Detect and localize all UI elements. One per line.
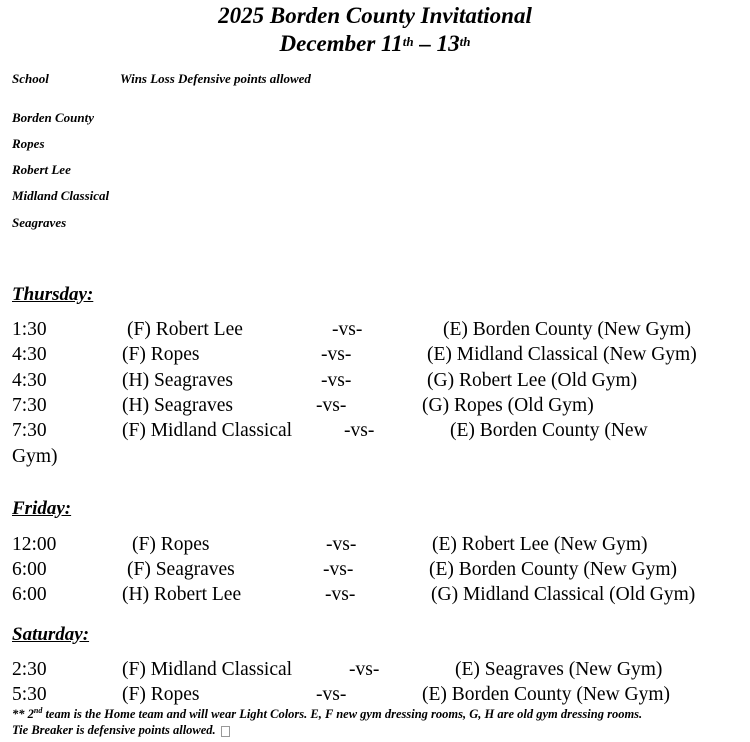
home-team: (F) Midland Classical: [122, 659, 293, 680]
footnote-tiebreaker: [12, 723, 230, 738]
footnote-stars: ** 2: [12, 707, 34, 721]
game-row: [0, 317, 750, 342]
page-title: 2025 Borden County Invitational: [218, 3, 532, 28]
home-team: (H) Seagraves: [122, 370, 233, 391]
checkbox-glyph-icon: [221, 726, 230, 737]
home-team: (F) Ropes: [122, 684, 200, 705]
footnote-sup: nd: [33, 706, 43, 715]
school-name: Ropes: [12, 136, 45, 151]
game-time: 4:30: [12, 370, 47, 391]
vs-label: -vs-: [332, 319, 363, 340]
footnote-tiebreaker-text: Tie Breaker is defensive points allowed.: [12, 723, 216, 737]
game-time: 2:30: [12, 659, 47, 680]
date-range: [0, 30, 750, 58]
vs-label: -vs-: [321, 370, 352, 391]
footnote-text: team is the Home team and will wear Light Colors. E, F new gym dressing rooms, G, H are old gym dressing rooms.: [42, 707, 643, 721]
away-team: (G) Midland Classical (Old Gym): [431, 584, 696, 605]
day-heading-thursday: Thursday:: [12, 284, 94, 305]
vs-label: -vs-: [321, 344, 352, 365]
game-row: [0, 393, 750, 418]
date-start-suffix: th: [402, 34, 414, 49]
vs-label: -vs-: [316, 684, 347, 705]
away-team: (G) Robert Lee (Old Gym): [427, 370, 638, 391]
school-name: Midland Classical: [12, 188, 110, 203]
away-team: (E) Midland Classical (New Gym): [427, 344, 697, 365]
game-row-wrap: [0, 444, 750, 469]
vs-label: -vs-: [344, 420, 375, 441]
home-team: (F) Ropes: [122, 344, 200, 365]
date-end-suffix: th: [459, 34, 471, 49]
game-time: 4:30: [12, 344, 47, 365]
game-row: [0, 657, 750, 682]
game-row: [0, 582, 750, 607]
home-team: (F) Seagraves: [127, 559, 235, 580]
home-team: (F) Robert Lee: [127, 319, 243, 340]
stats-header: Wins Loss Defensive points allowed: [120, 71, 311, 86]
away-team-wrap: Gym): [12, 446, 58, 467]
game-row: [0, 682, 750, 707]
vs-label: -vs-: [326, 534, 357, 555]
game-row: [0, 557, 750, 582]
away-team: (E) Borden County (New Gym): [429, 559, 678, 580]
school-name: Robert Lee: [12, 162, 71, 177]
away-team: (E) Borden County (New: [450, 420, 648, 441]
vs-label: -vs-: [323, 559, 354, 580]
game-row: [0, 368, 750, 393]
away-team: (E) Borden County (New Gym): [422, 684, 671, 705]
away-team: (E) Borden County (New Gym): [443, 319, 692, 340]
date-end: – 13: [419, 31, 460, 56]
home-team: (F) Midland Classical: [122, 420, 293, 441]
game-time: 12:00: [12, 534, 57, 555]
vs-label: -vs-: [349, 659, 380, 680]
away-team: (E) Robert Lee (New Gym): [432, 534, 648, 555]
game-time: 5:30: [12, 684, 47, 705]
away-team: (E) Seagraves (New Gym): [455, 659, 663, 680]
game-row: [0, 418, 750, 443]
school-header: School: [12, 71, 49, 86]
vs-label: -vs-: [325, 584, 356, 605]
game-row: [0, 532, 750, 557]
school-name: Borden County: [12, 110, 94, 125]
home-team: (H) Seagraves: [122, 395, 233, 416]
game-time: 6:00: [12, 559, 47, 580]
day-heading-friday: Friday:: [12, 498, 72, 519]
day-heading-saturday: Saturday:: [12, 624, 90, 645]
game-time: 7:30: [12, 395, 47, 416]
footnote-home-team: [12, 707, 642, 722]
away-team: (G) Ropes (Old Gym): [422, 395, 594, 416]
vs-label: -vs-: [316, 395, 347, 416]
school-name: Seagraves: [12, 215, 67, 230]
home-team: (F) Ropes: [132, 534, 210, 555]
home-team: (H) Robert Lee: [122, 584, 242, 605]
game-time: 7:30: [12, 420, 47, 441]
game-time: 6:00: [12, 584, 47, 605]
game-row: [0, 342, 750, 367]
date-start: December 11: [279, 31, 403, 56]
game-time: 1:30: [12, 319, 47, 340]
